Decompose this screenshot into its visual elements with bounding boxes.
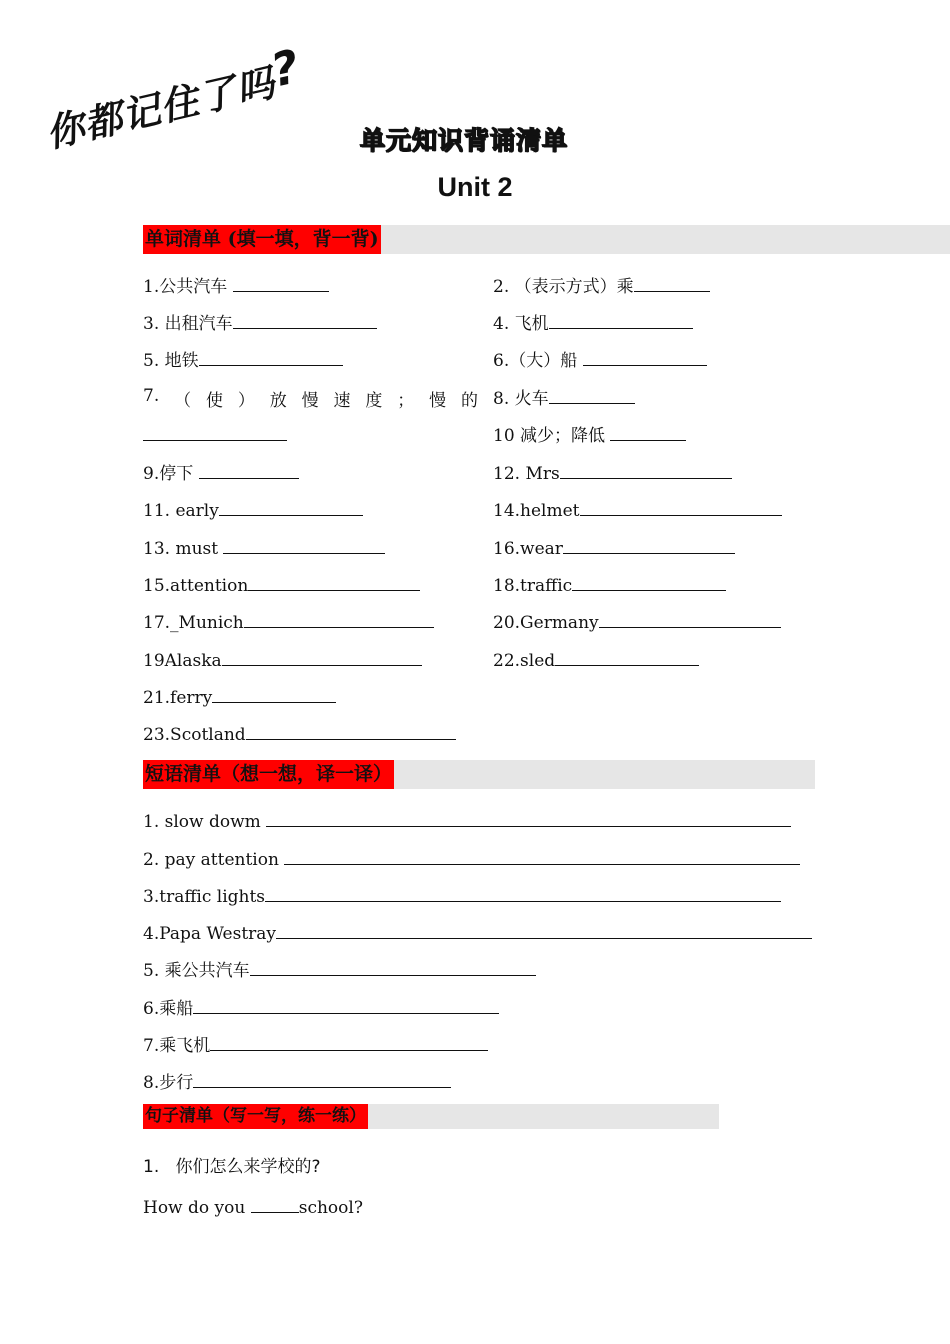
answer-blank[interactable] — [634, 274, 710, 292]
phrase-item: 5. 乘公共汽车 — [143, 958, 536, 981]
word-item: 20.Germany — [493, 610, 781, 633]
sentences-section-header — [143, 1104, 719, 1129]
word-item-7-continuation — [143, 423, 287, 446]
word-item: 15.attention — [143, 573, 420, 596]
word-item: 12. Mrs — [493, 461, 732, 484]
answer-blank[interactable] — [193, 1070, 451, 1088]
answer-blank[interactable] — [276, 921, 812, 939]
word-item: 18.traffic — [493, 573, 726, 596]
slogan-title: 你都记住了吗? — [41, 38, 306, 157]
answer-blank[interactable] — [222, 648, 422, 666]
sentences-section-label: 句子清单（写一写，练一练） — [143, 1104, 368, 1129]
answer-blank[interactable] — [223, 536, 385, 554]
doc-title: 单元知识背诵清单 — [360, 126, 569, 155]
answer-blank[interactable] — [193, 996, 499, 1014]
word-item: 11. early — [143, 498, 363, 521]
answer-blank[interactable] — [583, 348, 707, 366]
phrases-section-label: 短语清单（想一想，译一译） — [143, 760, 394, 789]
answer-blank[interactable] — [210, 1033, 488, 1051]
word-item: 9.停下 — [143, 461, 299, 484]
answer-blank[interactable] — [563, 536, 735, 554]
answer-blank[interactable] — [266, 809, 791, 827]
answer-blank[interactable] — [560, 461, 732, 479]
answer-blank[interactable] — [233, 311, 377, 329]
word-item: 21.ferry — [143, 685, 336, 708]
word-item: 8. 火车 — [493, 386, 635, 409]
answer-blank[interactable] — [143, 423, 287, 441]
answer-blank[interactable] — [284, 847, 800, 865]
answer-blank[interactable] — [599, 610, 781, 628]
phrase-item: 8.步行 — [143, 1070, 451, 1093]
answer-blank[interactable] — [580, 498, 782, 516]
phrase-item: 3.traffic lights — [143, 884, 781, 907]
word-item: 2. （表示方式）乘 — [493, 274, 710, 297]
slogan-question-mark: ? — [266, 38, 306, 98]
answer-blank[interactable] — [610, 423, 686, 441]
word-item: 16.wear — [493, 536, 735, 559]
word-item-7: 7. （ 使 ） 放 慢 速 度 ； 慢 的 — [143, 386, 478, 411]
answer-blank[interactable] — [251, 1195, 299, 1213]
answer-blank[interactable] — [549, 386, 635, 404]
phrase-item: 4.Papa Westray — [143, 921, 812, 944]
words-section-header — [143, 225, 950, 254]
answer-blank[interactable] — [233, 274, 329, 292]
word-item: 23.Scotland — [143, 722, 456, 745]
answer-blank[interactable] — [199, 461, 299, 479]
unit-title: Unit 2 — [437, 172, 513, 202]
phrase-item: 1. slow dowm — [143, 809, 791, 832]
word-item: 6.（大）船 — [493, 348, 707, 371]
word-item: 22.sled — [493, 648, 699, 671]
word-item: 13. must — [143, 536, 385, 559]
word-item: 14.helmet — [493, 498, 782, 521]
answer-blank[interactable] — [212, 685, 336, 703]
word-item: 5. 地铁 — [143, 348, 343, 371]
answer-blank[interactable] — [219, 498, 363, 516]
answer-blank[interactable] — [246, 722, 456, 740]
answer-blank[interactable] — [199, 348, 343, 366]
answer-blank[interactable] — [244, 610, 434, 628]
word-item: 10 减少；降低 — [493, 423, 686, 446]
word-item: 17._Munich — [143, 610, 434, 633]
phrases-section-header — [143, 760, 815, 789]
answer-blank[interactable] — [555, 648, 699, 666]
word-item: 4. 飞机 — [493, 311, 693, 334]
sentence-prompt: 1. 你们怎么来学校的? — [143, 1157, 321, 1177]
answer-blank[interactable] — [572, 573, 726, 591]
phrase-item: 6.乘船 — [143, 996, 499, 1019]
word-item: 3. 出租汽车 — [143, 311, 377, 334]
answer-blank[interactable] — [265, 884, 781, 902]
sentence-answer: How do you school? — [143, 1195, 363, 1218]
answer-blank[interactable] — [248, 573, 420, 591]
words-section-label: 单词清单 (填一填，背一背) — [143, 225, 381, 254]
answer-blank[interactable] — [549, 311, 693, 329]
word-item: 19Alaska — [143, 648, 422, 671]
phrase-item: 7.乘飞机 — [143, 1033, 488, 1056]
word-item: 1.公共汽车 — [143, 274, 329, 297]
answer-blank[interactable] — [250, 958, 536, 976]
phrase-item: 2. pay attention — [143, 847, 800, 870]
